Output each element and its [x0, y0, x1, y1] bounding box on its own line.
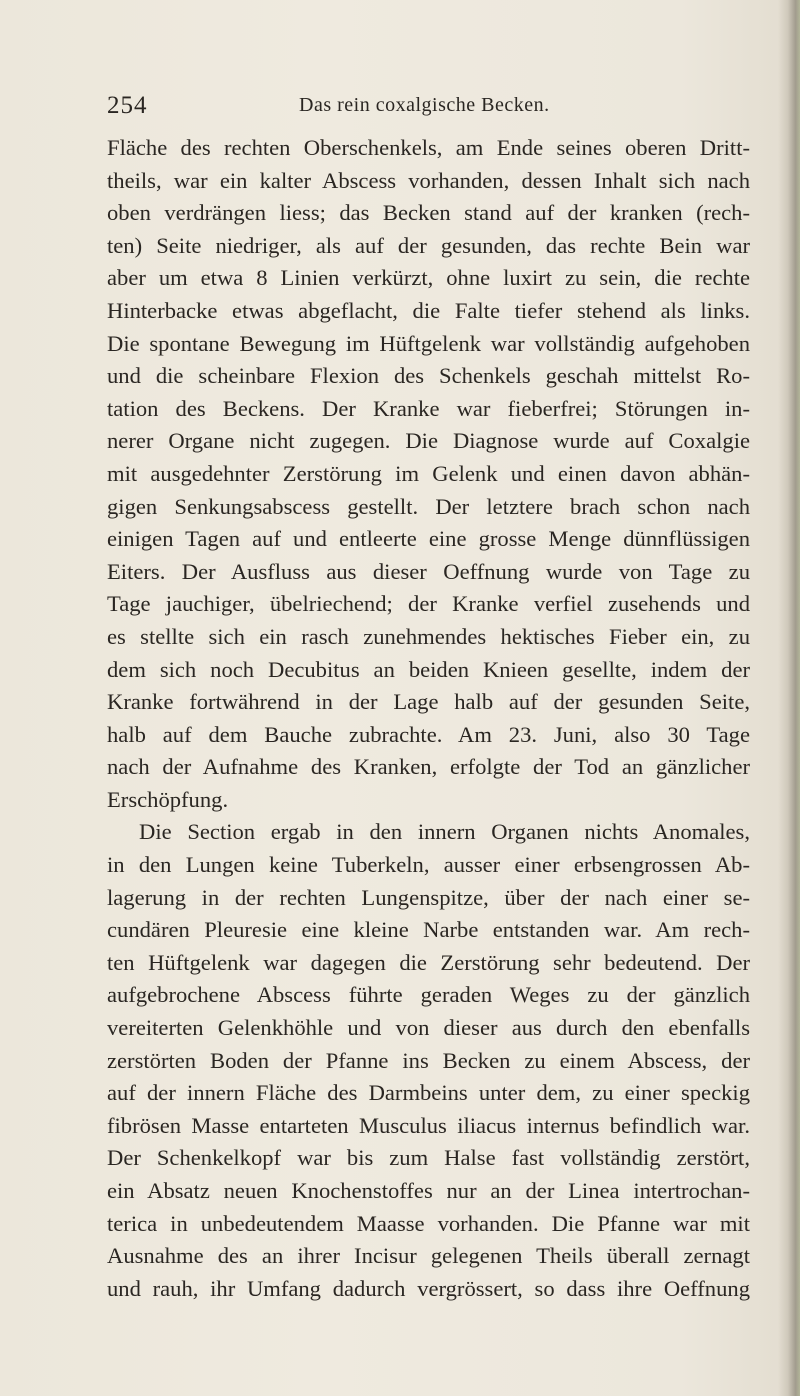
text-line: und rauh, ihr Umfang dadurch vergrössert, so dass ihre Oeffnung: [107, 1275, 750, 1301]
text-line: in den Lungen keine Tuberkeln, ausser einer erbsengrossen Ab-: [107, 852, 750, 878]
text-line: halb auf dem Bauche zubrachte. Am 23. Juni, also 30 Tage: [107, 721, 750, 747]
text-line: terica in unbedeutendem Maasse vorhanden. Die Pfanne war mit: [107, 1210, 750, 1236]
text-line: auf der innern Fläche des Darmbeins unter dem, zu einer speckig: [107, 1080, 750, 1106]
running-title: Das rein coxalgische Becken.: [299, 94, 550, 116]
text-line: Eiters. Der Ausfluss aus dieser Oeffnung wurde von Tage zu: [107, 558, 750, 584]
text-line: Ausnahme des an ihrer Incisur gelegenen Theils überall zernagt: [107, 1243, 750, 1269]
page-edge-shadow: [778, 0, 800, 1396]
text-line: vereiterten Gelenkhöhle und von dieser aus durch den ebenfalls: [107, 1015, 750, 1041]
text-line: Die spontane Bewegung im Hüftgelenk war vollständig aufgehoben: [107, 330, 750, 356]
text-line: nerer Organe nicht zugegen. Die Diagnose wurde auf Coxalgie: [107, 428, 750, 454]
text-line: Hinterbacke etwas abgeflacht, die Falte tiefer stehend als links.: [107, 297, 750, 323]
text-line: Tage jauchiger, übelriechend; der Kranke verfiel zusehends und: [107, 591, 750, 617]
text-line: fibrösen Masse entarteten Musculus iliacus internus befindlich war.: [107, 1112, 750, 1138]
body-text: [107, 132, 750, 1305]
page-header: [107, 92, 747, 122]
text-line: Kranke fortwährend in der Lage halb auf der gesunden Seite,: [107, 689, 750, 715]
text-line: oben verdrängen liess; das Becken stand auf der kranken (rech-: [107, 200, 750, 226]
text-line: aber um etwa 8 Linien verkürzt, ohne luxirt zu sein, die rechte: [107, 265, 750, 291]
text-line: theils, war ein kalter Abscess vorhanden, dessen Inhalt sich nach: [107, 167, 750, 193]
text-line: nach der Aufnahme des Kranken, erfolgte der Tod an gänzlicher: [107, 754, 750, 780]
text-line: ten) Seite niedriger, als auf der gesunden, das rechte Bein war: [107, 232, 750, 258]
text-line: dem sich noch Decubitus an beiden Knieen gesellte, indem der: [107, 656, 750, 682]
text-line: aufgebrochene Abscess führte geraden Weges zu der gänzlich: [107, 982, 750, 1008]
page-number: 254: [107, 92, 148, 119]
text-line: ein Absatz neuen Knochenstoffes nur an der Linea intertrochan-: [107, 1178, 750, 1203]
text-line: einigen Tagen auf und entleerte eine grosse Menge dünnflüssigen: [107, 526, 750, 552]
text-line: Erschöpfung.: [107, 786, 229, 812]
text-line: lagerung in der rechten Lungenspitze, über der nach einer se-: [107, 884, 750, 910]
text-line: zerstörten Boden der Pfanne ins Becken zu einem Abscess, der: [107, 1047, 750, 1073]
text-line: Der Schenkelkopf war bis zum Halse fast vollständig zerstört,: [107, 1145, 750, 1171]
text-line: Die Section ergab in den innern Organen nichts Anomales,: [139, 819, 750, 845]
text-line: cundären Pleuresie eine kleine Narbe entstanden war. Am rech-: [107, 917, 750, 943]
text-line: und die scheinbare Flexion des Schenkels geschah mittelst Ro-: [107, 363, 750, 389]
text-line: mit ausgedehnter Zerstörung im Gelenk und einen davon abhän-: [107, 460, 750, 486]
text-line: Fläche des rechten Oberschenkels, am Ende seines oberen Dritt-: [107, 135, 750, 160]
text-line: ten Hüftgelenk war dagegen die Zerstörung sehr bedeutend. Der: [107, 949, 750, 975]
text-line: es stellte sich ein rasch zunehmendes hektisches Fieber ein, zu: [107, 623, 750, 649]
text-line: gigen Senkungsabscess gestellt. Der letztere brach schon nach: [107, 493, 750, 519]
text-line: tation des Beckens. Der Kranke war fieberfrei; Störungen in-: [107, 395, 750, 421]
